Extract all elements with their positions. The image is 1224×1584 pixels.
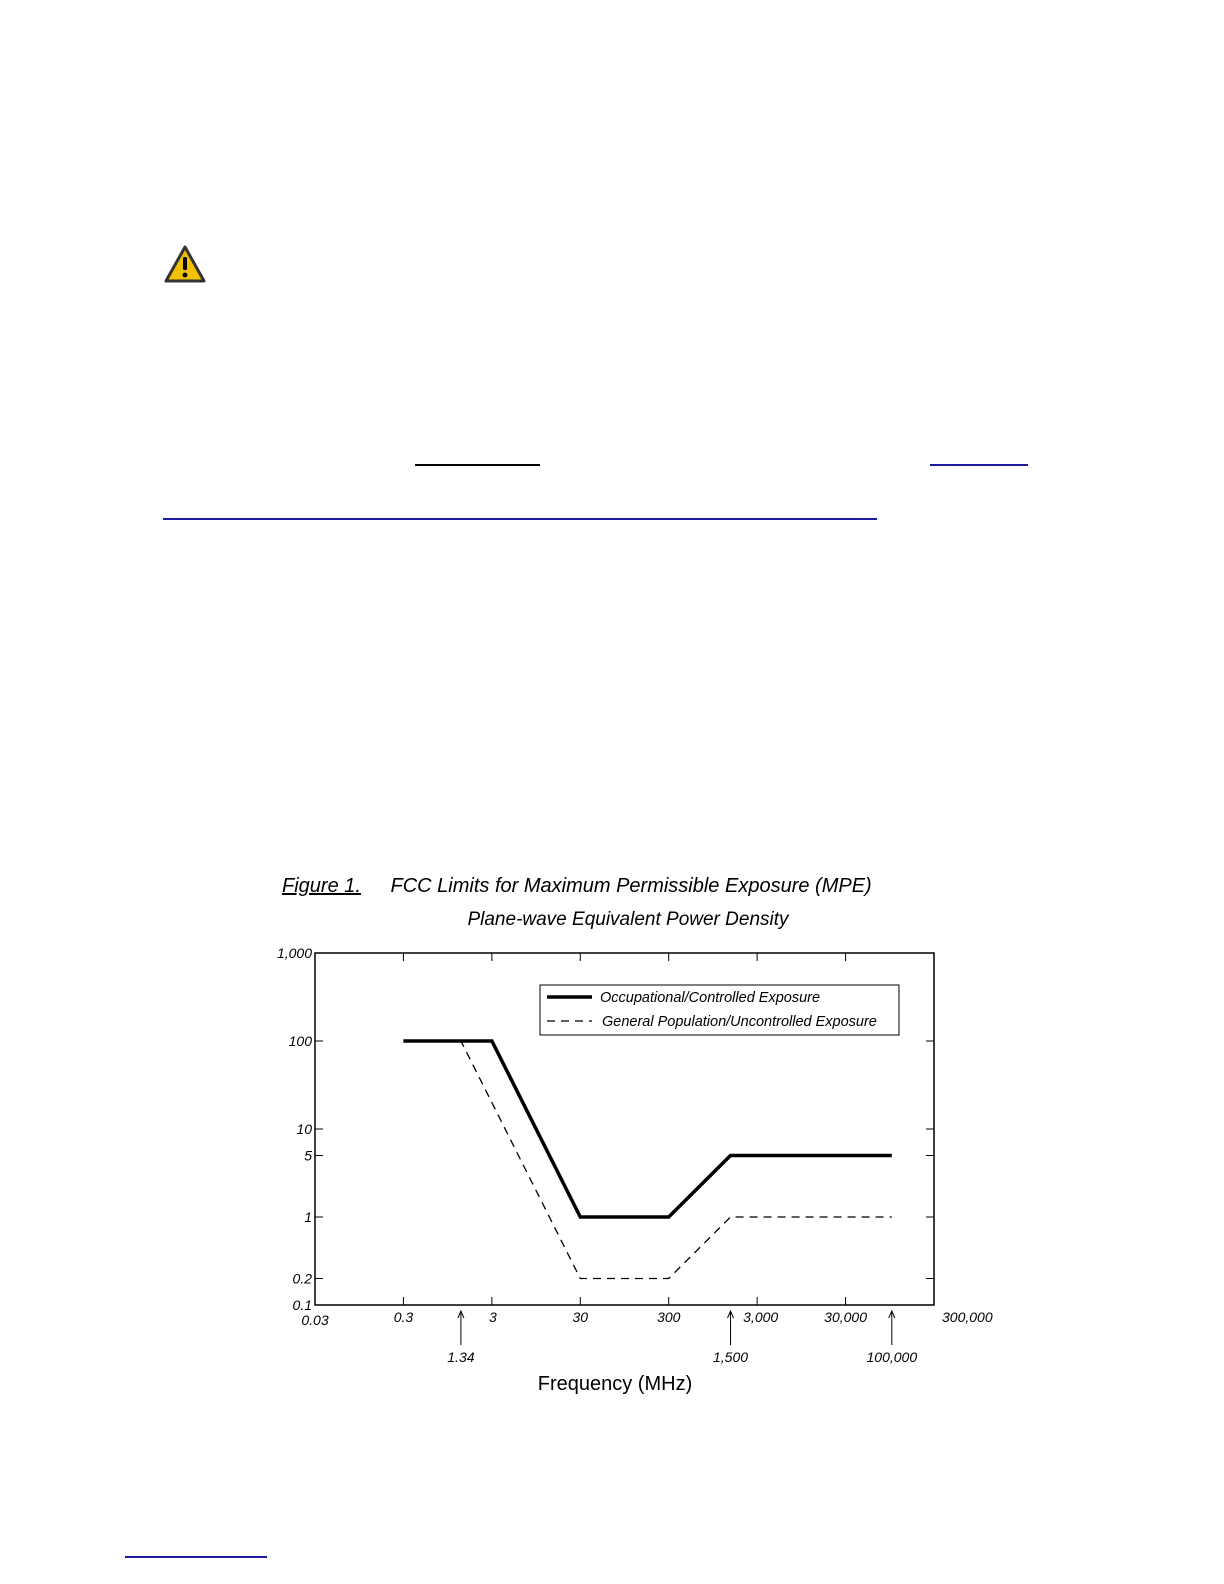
mpe-chart <box>260 935 993 1405</box>
x-tick-label: 300,000 <box>942 1309 993 1325</box>
legend-label: General Population/Uncontrolled Exposure <box>602 1014 877 1030</box>
x-tick-label: 30,000 <box>824 1309 867 1325</box>
annotation-label: 100,000 <box>866 1349 918 1365</box>
y-tick-label: 100 <box>288 1033 312 1049</box>
series-line-occupational <box>403 1041 891 1217</box>
figure-title <box>282 875 942 901</box>
series-line-general-population <box>403 1041 891 1279</box>
x-tick-label: 3,000 <box>743 1309 779 1325</box>
y-tick-label: 10 <box>296 1121 312 1137</box>
annotation-label: 1.34 <box>447 1349 475 1365</box>
y-tick-label: 1 <box>304 1209 312 1225</box>
x-tick-label: 3 <box>488 1309 497 1325</box>
y-tick-label: 1,000 <box>276 945 312 961</box>
link-underline-2[interactable] <box>163 518 877 520</box>
figure-title-text: FCC Limits for Maximum Permissible Exposure (MPE) <box>390 875 872 897</box>
y-tick-label: 0.1 <box>292 1297 312 1313</box>
y-tick-label: 5 <box>304 1147 312 1164</box>
footnote-rule <box>125 1556 267 1558</box>
chart-legend <box>540 985 899 1035</box>
annotation-label: 1,500 <box>712 1349 749 1365</box>
x-tick-label: 300 <box>657 1309 681 1325</box>
x-tick-label: 0.3 <box>393 1309 414 1325</box>
x-axis-label: Frequency (MHz) <box>537 1373 693 1395</box>
figure-label: Figure 1. <box>282 875 361 897</box>
legend-label: Occupational/Controlled Exposure <box>600 990 821 1006</box>
underline-rule-1 <box>415 464 540 466</box>
y-tick-label: 0.2 <box>292 1270 312 1287</box>
warning-triangle-icon <box>163 244 207 284</box>
link-underline-1[interactable] <box>930 464 1028 466</box>
x-tick-label: 30 <box>572 1309 589 1325</box>
figure-subtitle: Plane-wave Equivalent Power Density <box>467 909 789 930</box>
x-tick-label: 0.03 <box>301 1312 329 1328</box>
